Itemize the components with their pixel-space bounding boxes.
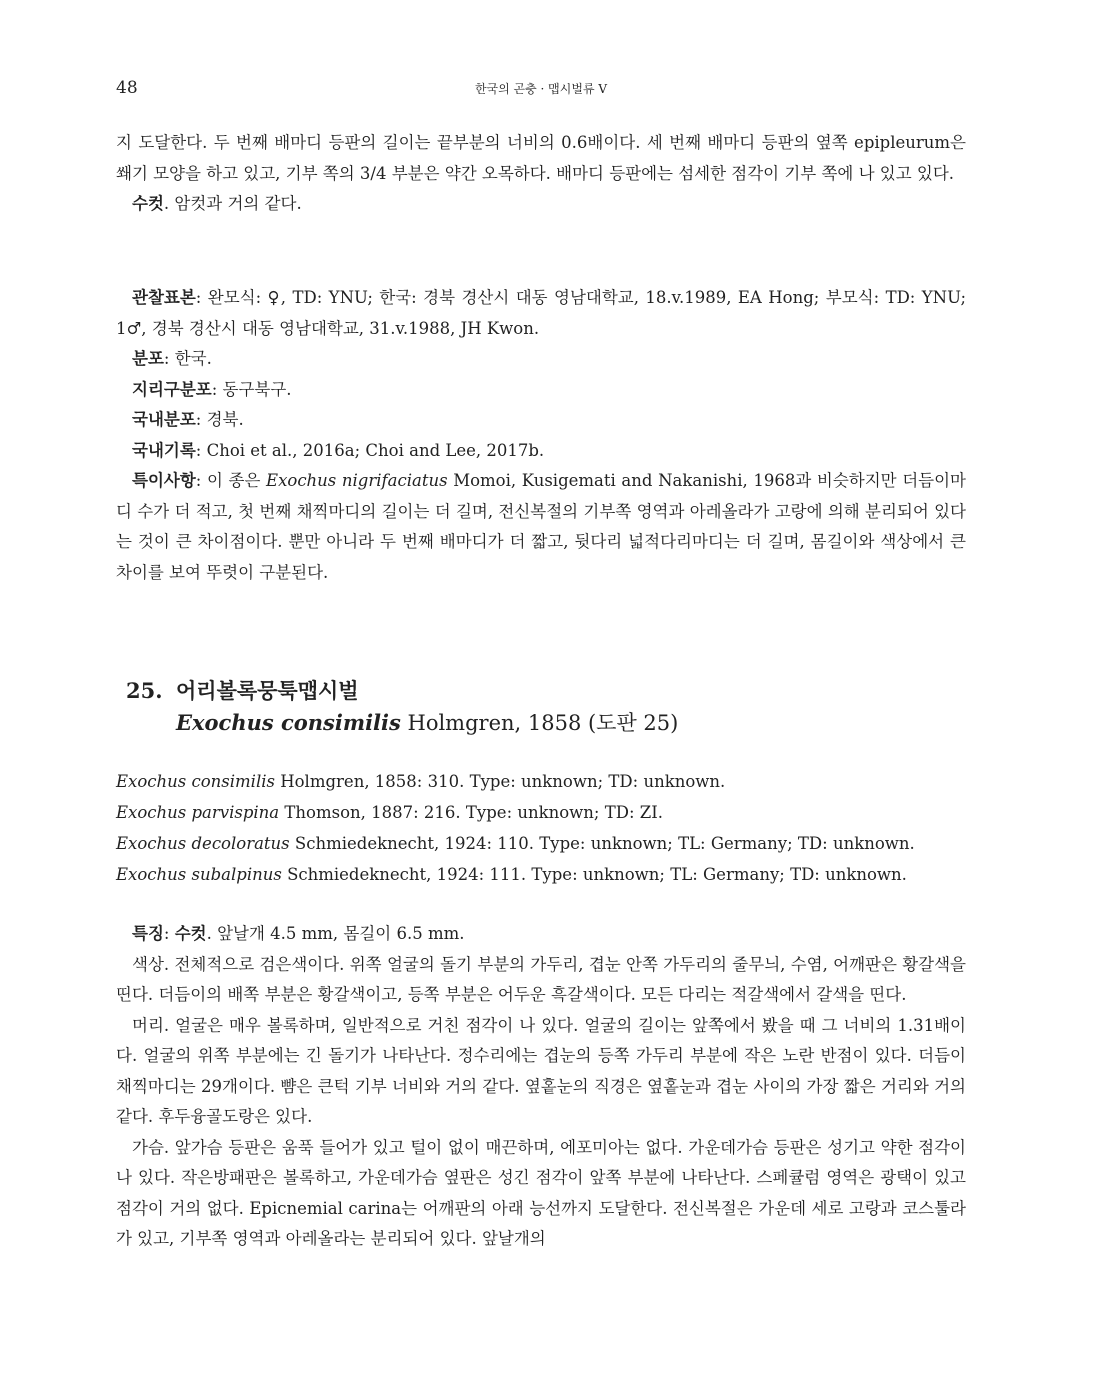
running-title: 한국의 곤충 · 맵시벌류 V	[474, 82, 608, 96]
synonym-name: Exochus parvispina	[116, 803, 280, 822]
features-line	[116, 919, 966, 950]
remarks-pre: : 이 종은	[195, 471, 267, 490]
records-label: 국내기록	[132, 440, 196, 460]
synonym-text: Schmiedeknecht, 1924: 111. Type: unknown; TL: Germany; TD: unknown.	[281, 865, 907, 884]
material-label: 관찰표본	[132, 288, 196, 307]
species-korean-title	[126, 675, 966, 707]
records-text: : Choi et al., 2016a; Choi and Lee, 2017b.	[195, 440, 545, 460]
synonym-entry	[116, 828, 966, 859]
species-description	[116, 919, 966, 1255]
distribution	[116, 344, 966, 375]
domestic-label: 국내분포	[132, 410, 196, 429]
synonym-entry	[116, 859, 966, 890]
page-number: 48	[116, 78, 138, 98]
zoogeographic-distribution	[116, 375, 966, 406]
specimen-info	[116, 283, 966, 588]
synonym-text: Thomson, 1887: 216. Type: unknown; TD: ZI.	[279, 803, 663, 822]
species-scientific-title	[126, 707, 966, 739]
thorax-paragraph: 가슴. 앞가슴 등판은 움푹 들어가 있고 털이 없이 매끈하며, 에포미아는 없다. 가운데가슴 등판은 성기고 약한 점각이 나 있다. 작은방패판은 볼록하고, 가운데가슴 옆판은 성긴 점각이 앞쪽 부분에 나타난다. 스페큘럼 영역은 광택이 있고 점각이 거의 없다. Epicnemial carina는 어깨판의 아래 능선까지 도달한다. 전신복절은 가운데 세로 고랑과 코스툴라가 있고, 기부쪽 영역과 아레올라는 분리되어 있다. 앞날개의	[116, 1137, 966, 1248]
male-label: 수컷	[132, 194, 164, 213]
remarks-post: Momoi, Kusigemati and Nakanishi, 1968과 비슷하지만 더듬이마디 수가 더 적고, 첫 번째 채찍마디의 길이는 더 길며, 전신복절의 기부쪽 영역과 아레올라가 고랑에 의해 분리되어 있다는 것이 큰 차이점이다. 뿐만 아니라 두 번째 배마디가 더 짧고, 뒷다리 넓적다리마디는 더 길며, 몸길이와 색상에서 큰 차이를 보여 뚜렷이 구분된다.	[116, 471, 966, 582]
male-text: . 암컷과 거의 같다.	[163, 194, 302, 213]
species-number: 25.	[126, 678, 163, 703]
synonym-list	[116, 766, 966, 890]
color-paragraph: 색상. 전체적으로 검은색이다. 위쪽 얼굴의 돌기 부분의 가두리, 겹눈 안쪽 가두리의 줄무늬, 수염, 어깨판은 황갈색을 띤다. 더듬이의 배쪽 부분은 황갈색이고, 등쪽 부분은 어두운 흑갈색이다. 모든 다리는 적갈색에서 갈색을 띤다.	[116, 954, 966, 1004]
remarks	[116, 466, 966, 588]
synonym-entry	[116, 766, 966, 797]
distribution-label: 분포	[132, 349, 164, 368]
description-continued	[116, 128, 966, 220]
page-header	[116, 78, 966, 98]
material-text: : 완모식: ♀, TD: YNU; 한국: 경북 경산시 대동 영남대학교, 18.v.1989, EA Hong; 부모식: TD: YNU; 1♂, 경북 경산시 대동 영남대학교, 31.v.1988, JH Kwon.	[116, 288, 966, 338]
synonym-name: Exochus consimilis	[116, 772, 275, 791]
domestic-records	[116, 436, 966, 467]
species-scientific-name: Exochus consimilis	[176, 710, 401, 735]
abdomen-paragraph: 지 도달한다. 두 번째 배마디 등판의 길이는 끝부분의 너비의 0.6배이다. 세 번째 배마디 등판의 옆쪽 epipleurum은 쐐기 모양을 하고 있고, 기부 쪽의 3/4 부분은 약간 오목하다. 배마디 등판에는 섬세한 점각이 기부 쪽에 나 있고 있다.	[116, 133, 966, 183]
distribution-text: : 한국.	[163, 349, 212, 368]
domestic-distribution	[116, 405, 966, 436]
species-author: Holmgren, 1858 (도판 25)	[400, 711, 679, 735]
synonym-entry	[116, 797, 966, 828]
male-note	[116, 189, 966, 220]
species-korean-name: 어리볼록뭉툭맵시벌	[176, 678, 359, 703]
remarks-label: 특이사항	[132, 471, 196, 490]
synonym-text: Schmiedeknecht, 1924: 110. Type: unknown; TL: Germany; TD: unknown.	[289, 834, 915, 853]
synonym-text: Holmgren, 1858: 310. Type: unknown; TD: unknown.	[274, 772, 726, 791]
features-male-label: 수컷	[174, 924, 207, 943]
features-colon: :	[163, 924, 175, 943]
synonym-name: Exochus subalpinus	[116, 865, 282, 884]
zoogeo-text: : 동구북구.	[211, 379, 292, 399]
synonym-name: Exochus decoloratus	[116, 834, 290, 853]
features-label: 특징	[132, 924, 164, 943]
material-examined	[116, 283, 966, 344]
head-paragraph: 머리. 얼굴은 매우 볼록하며, 일반적으로 거친 점각이 나 있다. 얼굴의 길이는 앞쪽에서 봤을 때 그 너비의 1.31배이다. 얼굴의 위쪽 부분에는 긴 돌기가 나타난다. 정수리에는 겹눈의 등쪽 가두리 부분에 작은 노란 반점이 있다. 더듬이 채찍마디는 29개이다. 뺨은 큰턱 기부 너비와 거의 같다. 옆홑눈의 직경은 옆홑눈과 겹눈 사이의 가장 짧은 거리와 거의 같다. 후두융골도랑은 있다.	[116, 1015, 966, 1126]
features-text: . 앞날개 4.5 mm, 몸길이 6.5 mm.	[206, 924, 465, 943]
species-heading	[126, 675, 966, 739]
domestic-text: : 경북.	[195, 410, 244, 429]
zoogeo-label: 지리구분포	[132, 379, 212, 399]
remarks-species: Exochus nigrifaciatus	[266, 471, 448, 490]
